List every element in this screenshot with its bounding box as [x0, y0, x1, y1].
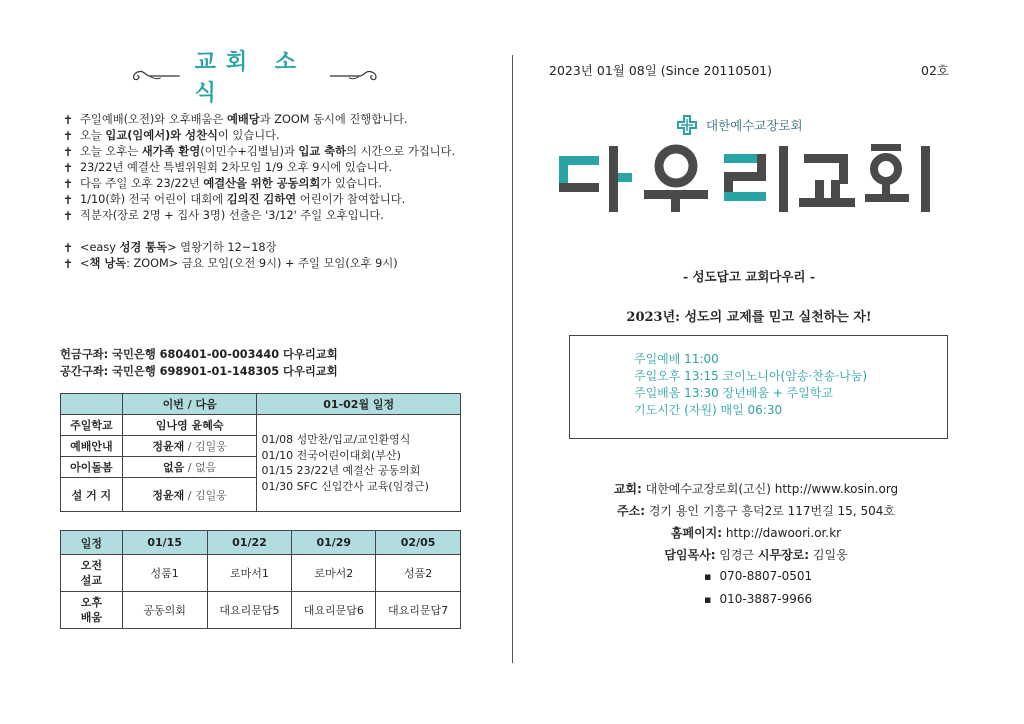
info-denomination: 교회: 대한예수교장로회(고신) http://www.kosin.org: [613, 482, 899, 496]
plan-cell: 대요리문답7: [376, 592, 461, 629]
plan-header: 01/15: [122, 531, 207, 555]
plan-row-label: 오전 설교: [61, 555, 123, 592]
worship-times-box: [569, 335, 948, 439]
worship-time-item: 주일예배 11:00: [634, 352, 719, 366]
schedule-item: 01/15 23/22년 예결산 공동의회: [261, 464, 421, 477]
bank-accounts: [60, 346, 338, 380]
cross-bullet-icon: ✝: [63, 177, 74, 191]
duty-value: 정윤재 / 김일웅: [122, 436, 257, 457]
info-address: 주소: 경기 용인 기흥구 흥덕2로 117번길 15, 504호: [617, 504, 895, 518]
plan-header: 01/22: [207, 531, 292, 555]
plan-header: 01/29: [292, 531, 376, 555]
phone-list: [704, 565, 812, 611]
news-title: 교회 소식: [194, 49, 306, 106]
schedule-item: 01/30 SFC 신입간사 교육(임경근): [261, 479, 429, 493]
duty-table-corner: [61, 394, 123, 415]
church-info: [514, 478, 998, 566]
cross-bullet-icon: ✝: [63, 161, 74, 175]
plan-row-label: 오후 배움: [61, 592, 123, 629]
duty-table: [60, 393, 461, 512]
news-section-title: [130, 49, 380, 106]
news-item: ✝ <책 낭독: ZOOM> 금요 모임(오전 9시) + 주일 모임(오후 9시): [63, 257, 398, 271]
church-motto: - 성도답고 교회다우리 -: [682, 269, 816, 284]
plan-cell: 대요리문답6: [292, 592, 376, 629]
cross-bullet-icon: ✝: [63, 113, 74, 127]
duty-label: 설 거 지: [61, 478, 123, 512]
denomination: [676, 114, 803, 136]
cross-bullet-icon: ✝: [63, 145, 74, 159]
duty-label: 주일학교: [61, 415, 123, 436]
duty-header-this-next: 이번 / 다음: [122, 394, 257, 415]
plan-cell: 성품2: [376, 555, 461, 592]
plan-header: 일정: [61, 531, 123, 555]
news-item: ✝ 23/22년 예결산 특별위원회 2차모임 1/9 오후 9시에 있습니다.: [63, 161, 393, 175]
preaching-plan-table: [60, 530, 461, 629]
plan-cell: 로마서1: [207, 555, 292, 592]
cross-emblem-icon: [676, 114, 698, 136]
info-pastor: 담임목사: 임경근 시무장로: 김일웅: [664, 548, 848, 562]
schedule-item: 01/08 성만찬/입교/교인환영식: [261, 433, 411, 446]
plan-cell: 로마서2: [292, 555, 376, 592]
cross-bullet-icon: ✝: [63, 241, 74, 255]
worship-time-item: 주일오후 13:15 코이노니아(암송·찬송·나눔): [634, 369, 868, 383]
news-item: ✝ 다음 주일 오후 23/22년 예결산을 위한 공동의회가 있습니다.: [63, 177, 383, 191]
news-item: ✝ 직분자(장로 2명 + 집사 3명) 선출은 '3/12' 주일 오후입니다.: [63, 209, 384, 223]
issue-number: 02호: [921, 63, 949, 78]
right-page: [514, 0, 1024, 724]
worship-time-item: 기도시간 (자원) 매일 06:30: [634, 403, 783, 417]
church-logo: [559, 142, 939, 216]
phone-number: ▪ 010-3887-9966: [704, 588, 812, 611]
annual-theme: 2023년: 성도의 교제를 믿고 실천하는 자!: [626, 310, 872, 325]
news-item: ✝ 오늘 오후는 새가족 환영(이민수+김별님)과 입교 축하의 시간으로 가집니다.: [63, 145, 456, 159]
info-homepage: 홈페이지: http://dawoori.or.kr: [670, 526, 842, 540]
cross-bullet-icon: ✝: [63, 193, 74, 207]
schedule-item: 01/10 전국어린이대회(부산): [261, 448, 401, 462]
duty-label: 아이돌봄: [61, 457, 123, 478]
cross-bullet-icon: ✝: [63, 209, 74, 223]
cross-bullet-icon: ✝: [63, 129, 74, 143]
plan-header: 02/05: [376, 531, 461, 555]
duty-value: 없음 / 없음: [122, 457, 257, 478]
duty-value: 임나영 윤혜숙: [122, 415, 257, 436]
plan-cell: 공동의회: [122, 592, 207, 629]
news-item: ✝ <easy 성경 통독> 열왕기하 12~18장: [63, 241, 277, 255]
duty-label: 예배안내: [61, 436, 123, 457]
cross-bullet-icon: ✝: [63, 257, 74, 271]
left-ornament-icon: [130, 66, 181, 86]
news-item: ✝ 1/10(화) 전국 어린이 대회에 김의진 김하연 어린이가 참여합니다.: [63, 193, 406, 207]
news-item: ✝ 주일예배(오전)와 오후배움은 예배당과 ZOOM 동시에 진행합니다.: [63, 113, 408, 127]
issue-date: 2023년 01월 08일 (Since 20110501): [549, 63, 773, 78]
plan-cell: 대요리문답5: [207, 592, 292, 629]
plan-cell: 성품1: [122, 555, 207, 592]
news-item: ✝ 오늘 입교(임예서)와 성찬식이 있습니다.: [63, 129, 280, 143]
schedule-cell: [257, 415, 461, 512]
duty-value: 정윤재 / 김일웅: [122, 478, 257, 512]
duty-header-schedule: 01-02월 일정: [257, 394, 461, 415]
news-list: [60, 112, 460, 272]
phone-number: ▪ 070-8807-0501: [704, 565, 812, 588]
offering-account: 헌금구좌: 국민은행 680401-00-003440 다우리교회: [60, 348, 338, 361]
right-ornament-icon: [329, 66, 380, 86]
worship-time-item: 주일배움 13:30 장년배움 + 주일학교: [634, 386, 833, 400]
denomination-label: 대한예수교장로회: [706, 118, 803, 133]
page-divider: [512, 55, 513, 663]
space-account: 공간구좌: 국민은행 698901-01-148305 다우리교회: [60, 365, 338, 378]
